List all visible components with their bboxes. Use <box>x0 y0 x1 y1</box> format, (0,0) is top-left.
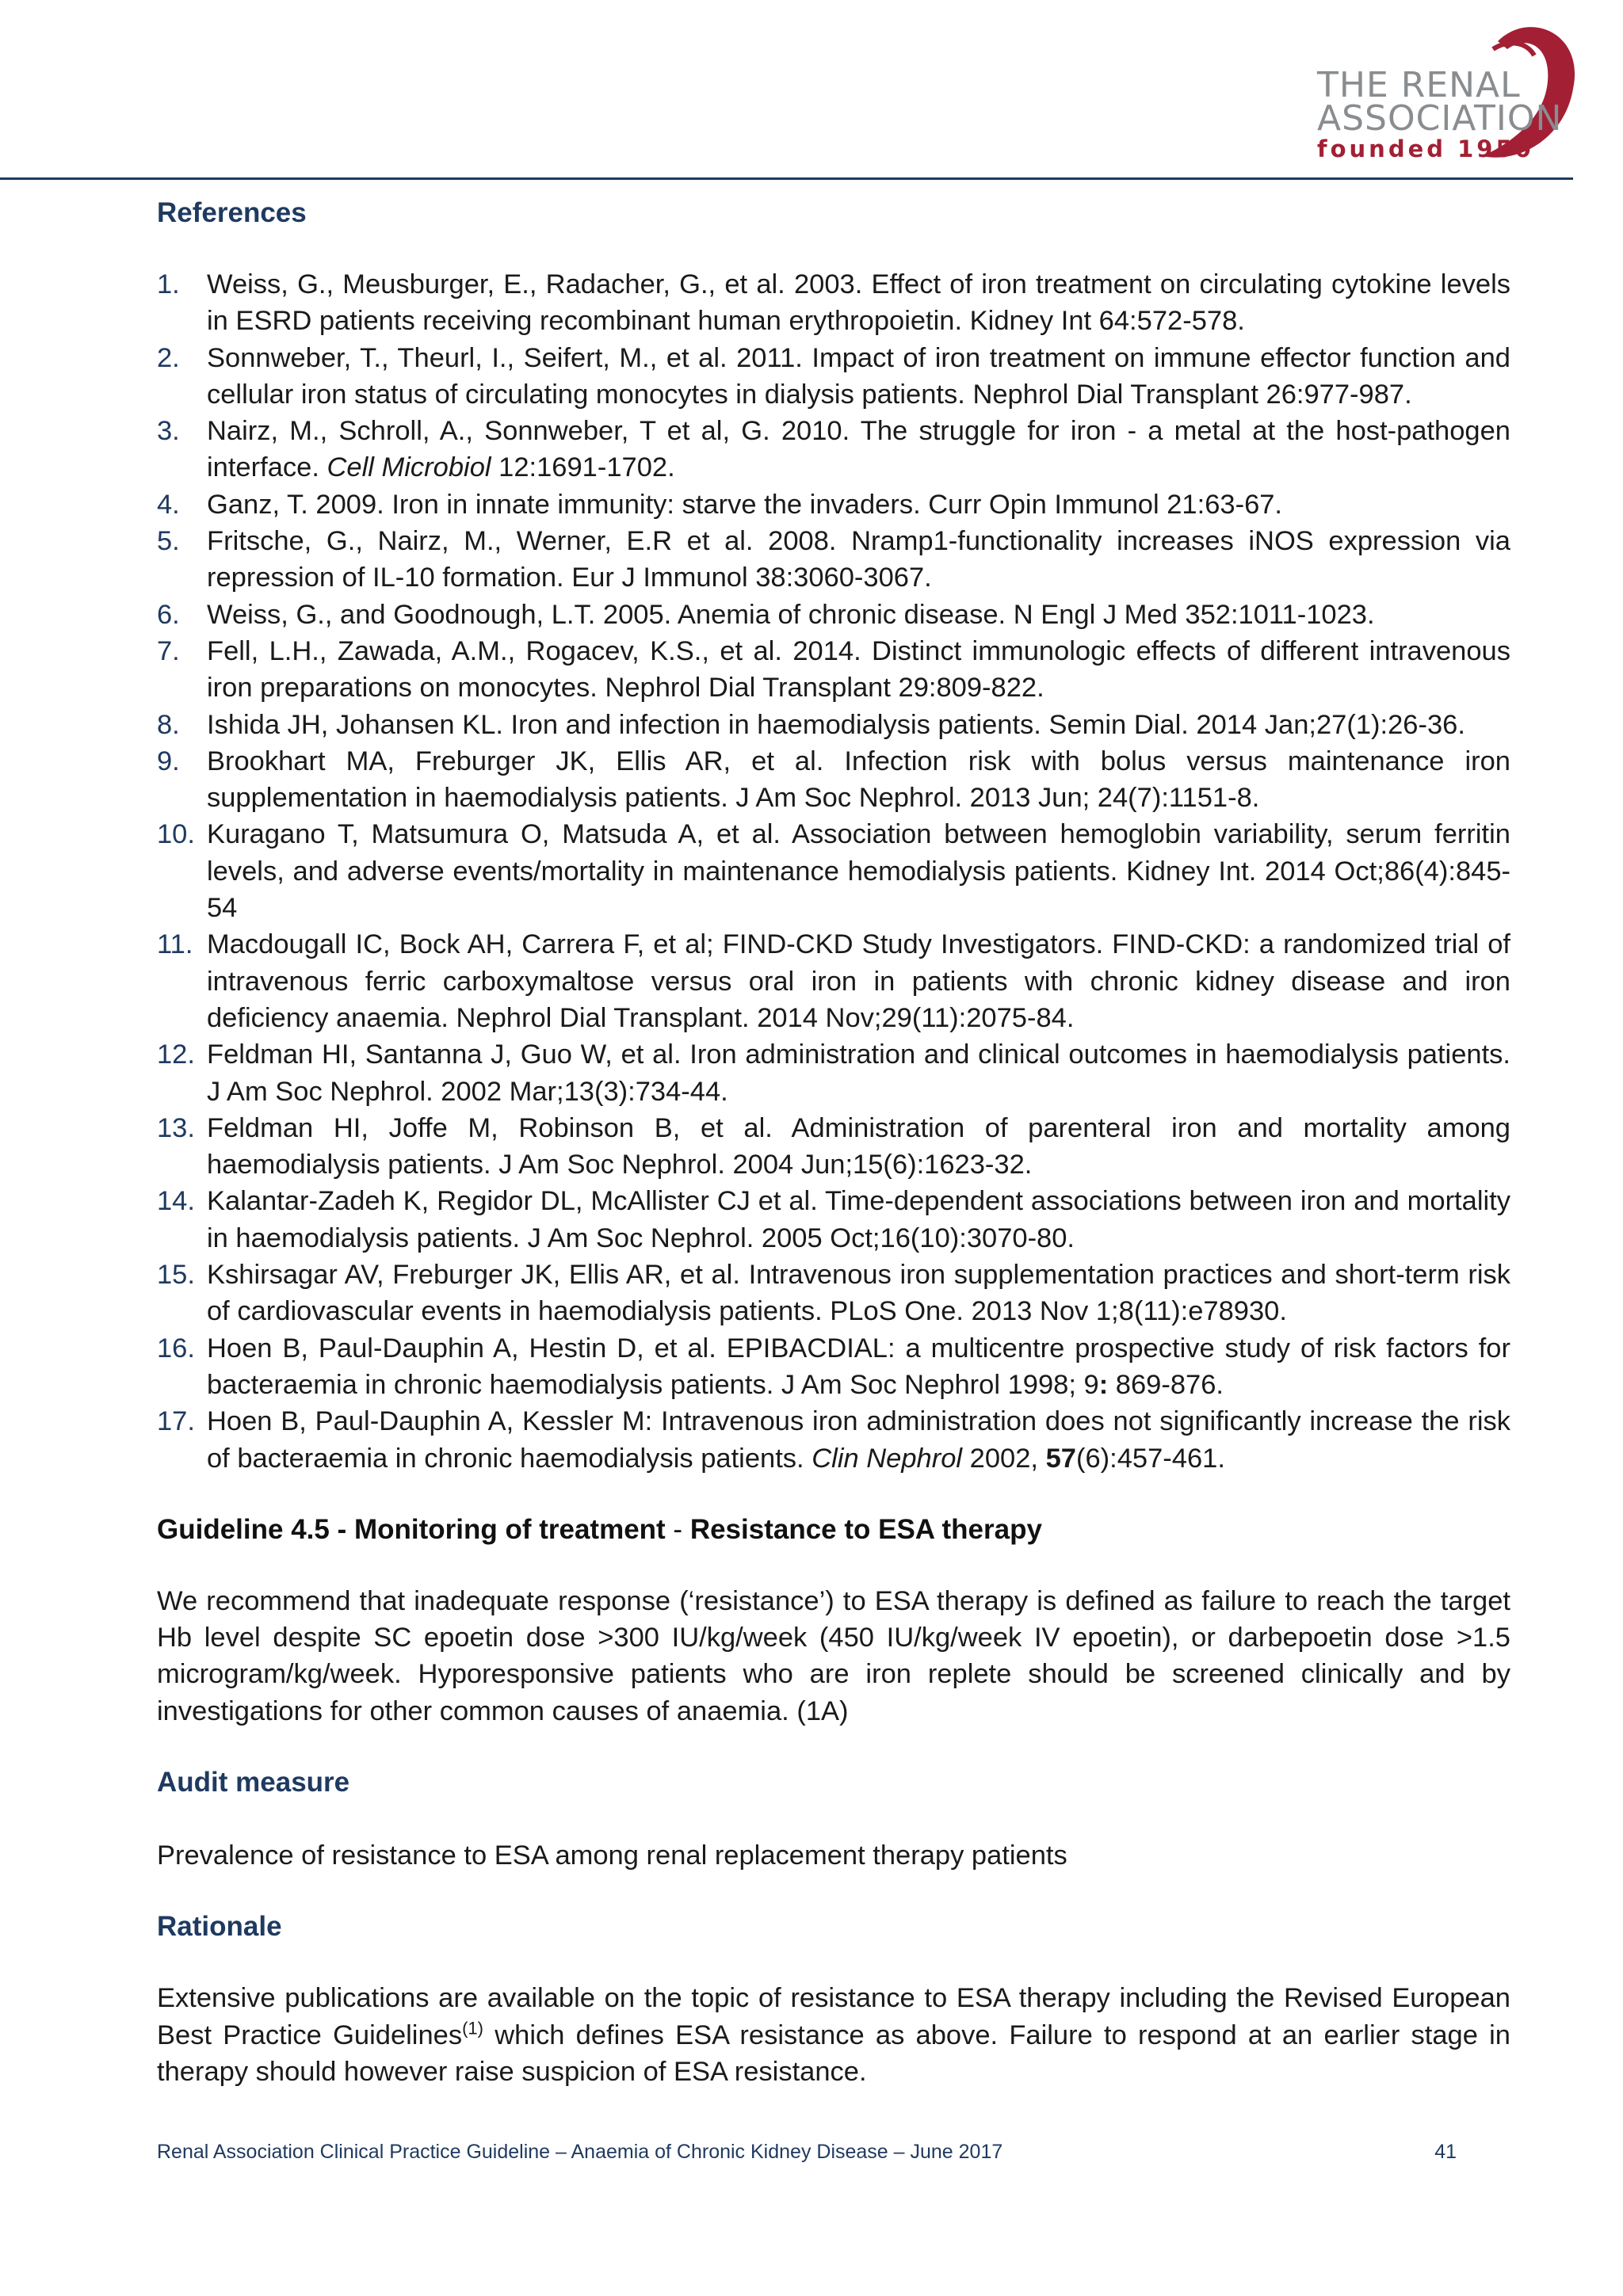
rationale-text <box>157 1980 1510 2090</box>
reference-text-end: 869-876. <box>1108 1369 1224 1400</box>
reference-number: 9. <box>157 746 180 776</box>
reference-item <box>157 1403 1510 1477</box>
reference-number: 11. <box>157 929 193 960</box>
renal-association-logo <box>1300 17 1579 168</box>
reference-text-end: 12:1691-1702. <box>491 452 675 483</box>
guideline-heading-part2: Resistance to ESA therapy <box>689 1513 1042 1545</box>
reference-text: Feldman HI, Santanna J, Guo W, et al. Iron administration and clinical outcomes in haemodialysis patients. J Am Soc Nephrol. 2002 Mar;13(3):734-44. <box>207 1039 1510 1107</box>
reference-item <box>157 926 1510 1036</box>
header-divider <box>0 177 1573 180</box>
audit-measure-text: Prevalence of resistance to ESA among renal replacement therapy patients <box>157 1840 1067 1871</box>
reference-number: 5. <box>157 526 180 557</box>
reference-text: Ishida JH, Johansen KL. Iron and infection in haemodialysis patients. Semin Dial. 2014 Jan;27(1):26-36. <box>207 709 1465 740</box>
reference-text: Weiss, G., and Goodnough, L.T. 2005. Anemia of chronic disease. N Engl J Med 352:1011-1023. <box>207 599 1375 630</box>
references-list <box>157 266 1510 1477</box>
reference-number: 13. <box>157 1112 195 1143</box>
reference-number: 6. <box>157 599 180 630</box>
reference-item <box>157 1110 1510 1184</box>
reference-item <box>157 597 1510 633</box>
page-content <box>157 195 1510 2090</box>
guideline-heading-part1: Guideline 4.5 - Monitoring of treatment <box>157 1513 666 1545</box>
guideline-recommendation: We recommend that inadequate response (‘resistance’) to ESA therapy is defined as failure to reach the target Hb level despite SC epoetin dose >300 IU/kg/week (450 IU/kg/week IV epoetin), or darbepoetin dose >1.5 microgram/kg/week. Hyporesponsive patients who are iron replete should be screened clinically and by investigations for other common causes of anaemia. (1A) <box>157 1585 1510 1726</box>
logo-line-1: THE RENAL <box>1317 65 1521 105</box>
reference-item <box>157 1330 1510 1404</box>
reference-item <box>157 633 1510 707</box>
reference-number: 14. <box>157 1186 195 1217</box>
guideline-heading-separator: - <box>665 1513 690 1545</box>
reference-text-mid: 2002, <box>962 1443 1046 1474</box>
reference-item <box>157 413 1510 486</box>
logo-founded-text: founded 1950 <box>1317 135 1534 162</box>
reference-number: 16. <box>157 1333 195 1363</box>
references-heading: References <box>157 197 307 228</box>
reference-item <box>157 816 1510 926</box>
rationale-heading: Rationale <box>157 1911 282 1943</box>
reference-number: 10. <box>157 819 195 850</box>
reference-text: Fell, L.H., Zawada, A.M., Rogacev, K.S., et al. 2014. Distinct immunologic effects of different intravenous iron preparations on monocytes. Nephrol Dial Transplant 29:809-822. <box>207 635 1510 704</box>
reference-text: Hoen B, Paul-Dauphin A, Kessler M: Intravenous iron administration does not significantly increase the risk of bacteraemia in chronic haemodialysis patients. <box>207 1406 1510 1474</box>
guideline-heading <box>157 1512 1510 1548</box>
reference-volume: 57 <box>1045 1443 1076 1474</box>
reference-item <box>157 266 1510 340</box>
reference-text: Nairz, M., Schroll, A., Sonnweber, T et al, G. 2010. The struggle for iron - a metal at the host-pathogen interface. <box>207 416 1510 483</box>
reference-text: Sonnweber, T., Theurl, I., Seifert, M., et al. 2011. Impact of iron treatment on immune effector function and cellular iron status of circulating monocytes in dialysis patients. Nephrol Dial Transplant 26:977-987. <box>207 342 1510 410</box>
reference-number: 15. <box>157 1260 195 1291</box>
reference-text: Weiss, G., Meusburger, E., Radacher, G., et al. 2003. Effect of iron treatment on circulating cytokine levels in ESRD patients receiving recombinant human erythropoietin. Kidney Int 64:572-578. <box>207 269 1510 337</box>
reference-text: Feldman HI, Joffe M, Robinson B, et al. Administration of parenteral iron and mortality among haemodialysis patients. J Am Soc Nephrol. 2004 Jun;15(6):1623-32. <box>207 1112 1510 1180</box>
reference-volume: : <box>1098 1369 1109 1400</box>
reference-item <box>157 1183 1510 1257</box>
reference-text: Fritsche, G., Nairz, M., Werner, E.R et al. 2008. Nramp1-functionality increases iNOS expression via repression of IL-10 formation. Eur J Immunol 38:3060-3067. <box>207 526 1510 593</box>
reference-text: Brookhart MA, Freburger JK, Ellis AR, et al. Infection risk with bolus versus maintenance iron supplementation in haemodialysis patients. J Am Soc Nephrol. 2013 Jun; 24(7):1151-8. <box>207 746 1510 814</box>
rationale-text-end: which defines ESA resistance as above. Failure to respond at an earlier stage in therapy should however raise suspicion of ESA resistance. <box>157 2019 1510 2087</box>
audit-measure-heading: Audit measure <box>157 1766 350 1798</box>
reference-text: Hoen B, Paul-Dauphin A, Hestin D, et al. EPIBACDIAL: a multicentre prospective study of risk factors for bacteraemia in chronic haemodialysis patients. J Am Soc Nephrol 1998; 9 <box>207 1333 1510 1400</box>
reference-text: Kshirsagar AV, Freburger JK, Ellis AR, et al. Intravenous iron supplementation practices and short-term risk of cardiovascular events in haemodialysis patients. PLoS One. 2013 Nov 1;8(11):e78930. <box>207 1260 1510 1327</box>
reference-number: 1. <box>157 269 180 299</box>
reference-text: Macdougall IC, Bock AH, Carrera F, et al; FIND-CKD Study Investigators. FIND-CKD: a randomized trial of intravenous ferric carboxymaltose versus oral iron in patients with chronic kidney disease and iron deficiency anaemia. Nephrol Dial Transplant. 2014 Nov;29(11):2075-84. <box>207 929 1510 1033</box>
reference-item <box>157 743 1510 817</box>
reference-item <box>157 523 1510 597</box>
reference-number: 17. <box>157 1406 195 1437</box>
reference-item <box>157 1257 1510 1330</box>
rationale-text-start: Extensive publications are available on the topic of resistance to ESA therapy including the Revised European Best Practice Guidelines <box>157 1983 1510 2050</box>
reference-journal: Cell Microbiol <box>327 452 491 483</box>
reference-text: Kuragano T, Matsumura O, Matsuda A, et al. Association between hemoglobin variability, serum ferritin levels, and adverse events/mortality in maintenance hemodialysis patients. Kidney Int. 2014 Oct;86(4):845-54 <box>207 819 1510 924</box>
reference-text: Kalantar-Zadeh K, Regidor DL, McAllister CJ et al. Time-dependent associations between iron and mortality in haemodialysis patients. J Am Soc Nephrol. 2005 Oct;16(10):3070-80. <box>207 1186 1510 1253</box>
reference-number: 4. <box>157 489 180 520</box>
reference-item <box>157 707 1510 743</box>
reference-item <box>157 340 1510 414</box>
reference-number: 7. <box>157 635 180 666</box>
reference-number: 2. <box>157 342 180 373</box>
page-footer <box>157 2141 1457 2164</box>
reference-number: 12. <box>157 1039 195 1070</box>
logo-line-2: ASSOCIATION <box>1317 98 1563 139</box>
footer-title: Renal Association Clinical Practice Guideline – Anaemia of Chronic Kidney Disease – June 2017 <box>157 2141 1003 2163</box>
rationale-citation: (1) <box>462 2018 483 2039</box>
reference-text-end: (6):457-461. <box>1075 1443 1225 1474</box>
reference-item <box>157 1036 1510 1110</box>
page-number: 41 <box>1434 2141 1457 2163</box>
reference-item <box>157 486 1510 523</box>
reference-journal: Clin Nephrol <box>812 1443 963 1474</box>
reference-number: 8. <box>157 709 180 740</box>
reference-text: Ganz, T. 2009. Iron in innate immunity: starve the invaders. Curr Opin Immunol 21:63-67. <box>207 489 1283 520</box>
reference-number: 3. <box>157 416 180 447</box>
